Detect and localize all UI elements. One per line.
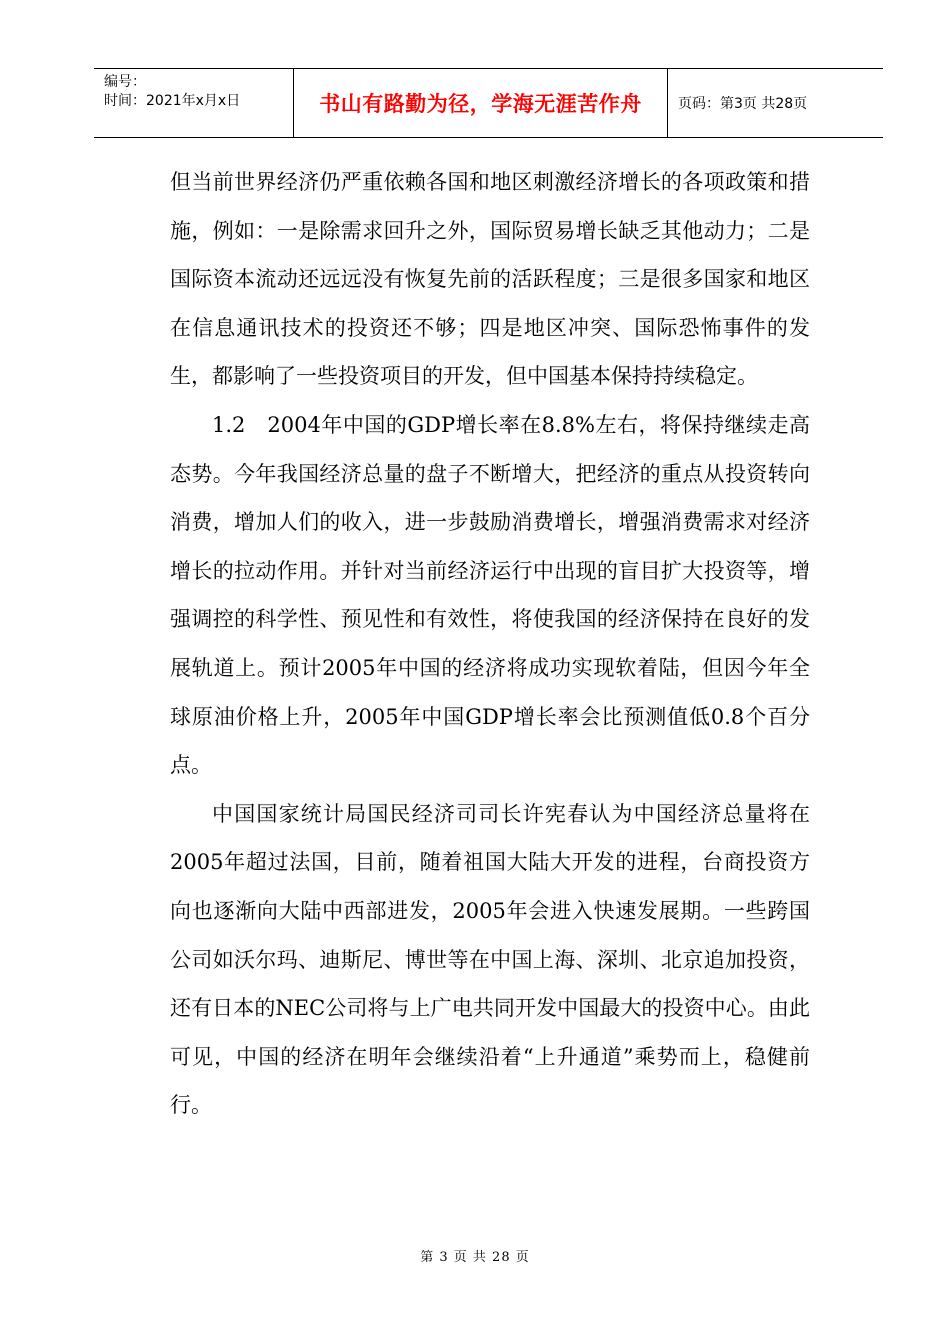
header-page-label: 页码：第3页 共28页 — [678, 96, 808, 112]
header-motto: 书山有路勤为径，学海无涯苦作舟 — [294, 69, 668, 137]
document-body — [170, 158, 810, 1130]
page-header — [94, 68, 883, 138]
paragraph-3: 中国国家统计局国民经济司司长许宪春认为中国经济总量将在2005年超过法国，目前，随着祖国大陆大开发的进程，台商投资方向也逐渐向大陆中西部进发，2005年会进入快速发展期。一些跨国公司如沃尔玛、迪斯尼、博世等在中国上海、深圳、北京追加投资，还有日本的NEC公司将与上广电共同开发中国最大的投资中心。由此可见，中国的经济在明年会继续沿着“上升通道”乘势而上，稳健前行。 — [170, 801, 810, 1118]
page-footer: 第 3 页 共 28 页 — [420, 1250, 530, 1265]
paragraph-2: 1.2 2004年中国的GDP增长率在8.8%左右，将保持继续走高态势。今年我国经济总量的盘子不断增大，把经济的重点从投资转向消费，增加人们的收入，进一步鼓励消费增长，增强消费需求对经济增长的拉动作用。并针对当前经济运行中出现的盲目扩大投资等，增强调控的科学性、预见性和有效性，将使我国的经济保持在良好的发展轨道上。预计2005年中国的经济将成功实现软着陆，但因今年全球原油价格上升，2005年中国GDP增长率会比预测值低0.8个百分点。 — [170, 412, 810, 778]
paragraph-1: 但当前世界经济仍严重依赖各国和地区刺激经济增长的各项政策和措施，例如：一是除需求回升之外，国际贸易增长缺乏其他动力；二是国际资本流动还远远没有恢复先前的活跃程度；三是很多国家和地区在信息通讯技术的投资还不够；四是地区冲突、国际恐怖事件的发生，都影响了一些投资项目的开发，但中国基本保持持续稳定。 — [170, 170, 810, 389]
time-label: 时间：2021年x月x日 — [104, 93, 241, 109]
header-meta — [94, 69, 294, 137]
serial-label: 编号： — [104, 74, 146, 90]
